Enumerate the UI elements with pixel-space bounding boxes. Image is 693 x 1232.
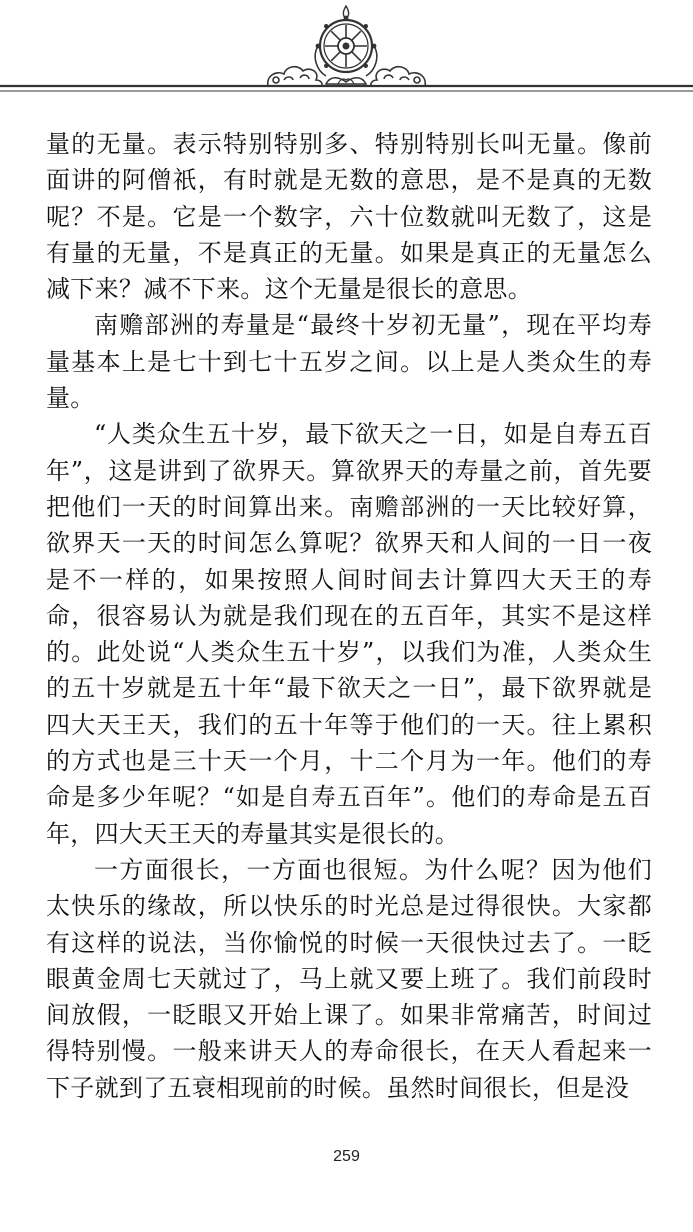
page-body — [46, 126, 652, 1106]
dharma-wheel-icon — [315, 6, 377, 84]
right-cloud-icon — [371, 67, 425, 86]
left-cloud-icon — [268, 67, 322, 86]
header-ornament — [0, 0, 693, 110]
page-number: 259 — [333, 1148, 360, 1165]
page-header — [0, 0, 693, 110]
paragraph-3: “人类众生五十岁，最下欲天之一日，如是自寿五百年”，这是讲到了欲界天。算欲界天的寿量之前，首先要把他们一天的时间算出来。南赡部洲的一天比较好算，欲界天一天的时间怎么算呢？欲界天和人间的一日一夜是不一样的，如果按照人间时间去计算四大天王的寿命，很容易认为就是我们现在的五百年，其实不是这样的。此处说“人类众生五十岁”，以我们为准，人类众生的五十岁就是五十年“最下欲天之一日”，最下欲界就是四大天王天，我们的五十年等于他们的一天。往上累积的方式也是三十天一个月，十二个月为一年。他们的寿命是多少年呢？“如是自寿五百年”。他们的寿命是五百年，四大天王天的寿量其实是很长的。 — [46, 420, 652, 848]
paragraph-2: 南赡部洲的寿量是“最终十岁初无量”，现在平均寿量基本上是七十到七十五岁之间。以上是人类众生的寿量。 — [46, 311, 652, 413]
paragraph-1: 量的无量。表示特别特别多、特别特别长叫无量。像前面讲的阿僧祇，有时就是无数的意思，是不是真的无数呢？不是。它是一个数字，六十位数就叫无数了，这是有量的无量，不是真正的无量。如果是真正的无量怎么减下来？减不下来。这个无量是很长的意思。 — [46, 130, 652, 304]
paragraph-4: 一方面很长，一方面也很短。为什么呢？因为他们太快乐的缘故，所以快乐的时光总是过得很快。大家都有这样的说法，当你愉悦的时候一天很快过去了。一眨眼黄金周七天就过了，马上就又要上班了。我们前段时间放假，一眨眼又开始上课了。如果非常痛苦，时间过得特别慢。一般来讲天人的寿命很长，在天人看起来一下子就到了五衰相现前的时候。虽然时间很长，但是没 — [46, 855, 652, 1102]
